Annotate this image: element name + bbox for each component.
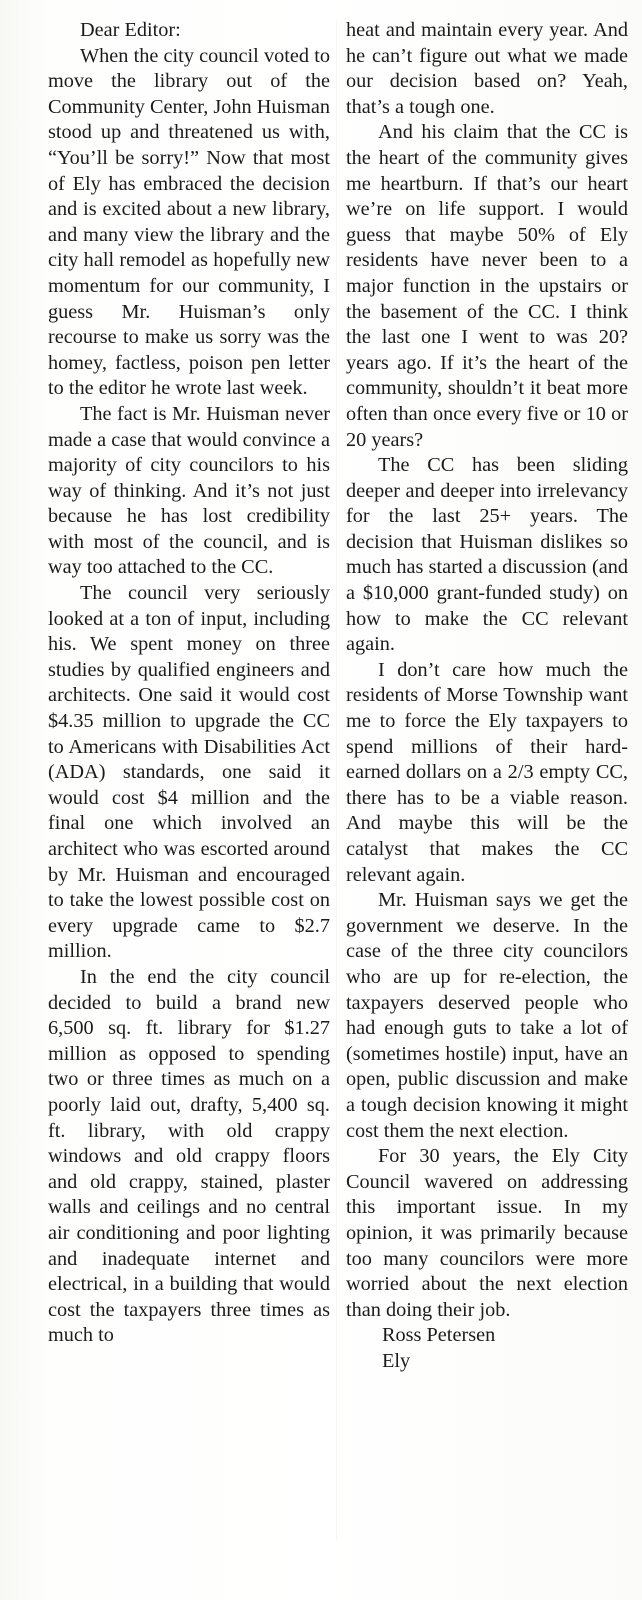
paragraph: In the end the city council decided to build a brand new 6,500 sq. ft. library for $1.27 million as opposed to spending two or three times as much on a poorly laid out, drafty, 5,400 sq. ft. library, with old crappy windows and old crappy floors and old crappy, stained, plaster walls and ceilings and no central air conditioning and poor lighting and inadequate internet and electrical, in a building that would cost the taxpayers three times as much to (48, 965, 330, 1347)
paragraph: Mr. Huisman says we get the government we deserve. In the case of the three city councilors who are up for re-election, the taxpayers deserved people who had enough guts to take a lot of (sometimes hostile) input, have an open, public discussion and make a tough decision knowing it might cost them the next election. (346, 889, 628, 1142)
right-column (346, 18, 628, 1374)
salutation: Dear Editor: (80, 19, 181, 41)
signature-name: Ross Petersen (382, 1324, 496, 1347)
paragraph: The fact is Mr. Huisman never made a case that would convince a majority of city councilors to his way of thinking. And it’s not just because he has lost credibility with most of the council, and is way too attached to the CC. (48, 402, 330, 579)
left-column (48, 18, 330, 1349)
paragraph-continued: heat and maintain every year. And he can’t figure out what we made our decision based on? Yeah, that’s a tough one. (346, 19, 628, 118)
paragraph: And his claim that the CC is the heart of the community gives me heartburn. If that’s our heart we’re on life support. I would guess that maybe 50% of Ely residents have never been to a major function in the upstairs or the basement of the CC. I think the last one I went to was 20? years ago. If it’s the heart of the community, shouldn’t it beat more often than once every five or 10 or 20 years? (346, 121, 628, 451)
column-gutter (336, 20, 337, 1540)
signature-place: Ely (382, 1349, 411, 1372)
paragraph: For 30 years, the Ely City Council wavered on addressing this important issue. In my opinion, it was primarily because too many councilors were more worried about the next election than doing their job. (346, 1145, 628, 1321)
paragraph: When the city council voted to move the library out of the Community Center, John Huisman stood up and threatened us with, “You’ll be sorry!” Now that most of Ely has embraced the decision and is excited about a new library, and many view the library and the city hall remodel as hopefully new momentum for our community, I guess Mr. Huisman’s only recourse to make us sorry was the homey, factless, poison pen letter to the editor he wrote last week. (48, 44, 330, 400)
paragraph: The CC has been sliding deeper and deeper into irrelevancy for the last 25+ years. The decision that Huisman dislikes so much has started a discussion (and a $10,000 grant-funded study) on how to make the CC relevant again. (346, 454, 628, 656)
paragraph: The council very seriously looked at a ton of input, including his. We spent money on three studies by qualified engineers and architects. One said it would cost $4.35 million to upgrade the CC to Americans with Disabilities Act (ADA) standards, one said it would cost $4 million and the final one which involved an architect who was escorted around by Mr. Huisman and encouraged to take the lowest possible cost on every upgrade came to $2.7 million. (48, 582, 330, 963)
paragraph: I don’t care how much the residents of Morse Township want me to force the Ely taxpayers to spend millions of their hard-earned dollars on a 2/3 empty CC, there has to be a viable reason. And maybe this will be the catalyst that makes the CC relevant again. (346, 658, 628, 886)
